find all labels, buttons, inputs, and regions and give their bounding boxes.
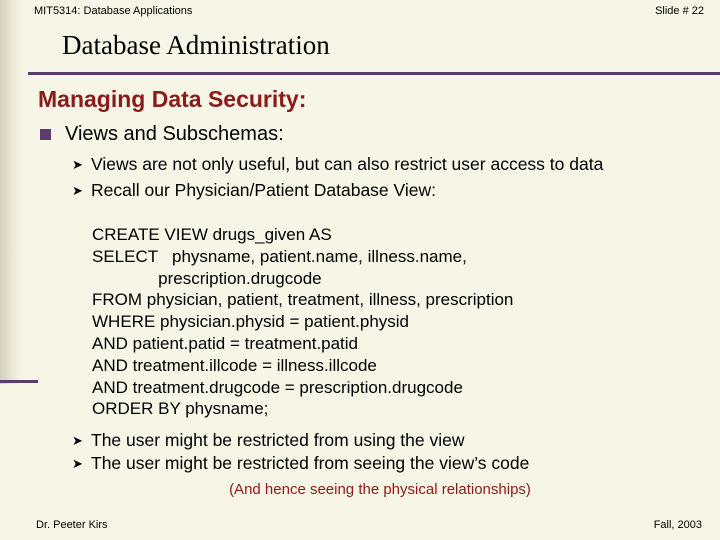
arrow-bullet-icon: ➤ — [72, 432, 83, 448]
slide-title: Database Administration — [62, 30, 330, 60]
bullet-item — [72, 154, 603, 175]
left-rule — [0, 380, 38, 383]
title-rule — [28, 72, 720, 75]
bullet-text: The user might be restricted from seeing the view’s code — [91, 453, 530, 473]
bullet-item — [72, 180, 436, 201]
bullet-text: Recall our Physician/Patient Database View: — [91, 180, 437, 200]
footer-term: Fall, 2003 — [653, 519, 702, 531]
bullet-text: The user might be restricted from using the view — [91, 430, 465, 450]
course-header: MIT5314: Database Applications — [34, 5, 193, 17]
arrow-bullet-icon: ➤ — [72, 182, 83, 198]
code-line: SELECT physname, patient.name, illness.name, — [92, 246, 467, 266]
code-line: prescription.drugcode — [92, 268, 322, 288]
bullet-views-subschemas — [40, 123, 284, 146]
arrow-bullet-icon: ➤ — [72, 455, 83, 471]
code-line: ORDER BY physname; — [92, 399, 269, 419]
code-line: CREATE VIEW drugs_given AS — [92, 225, 332, 244]
bullet-item — [72, 453, 529, 474]
note-text: (And hence seeing the physical relationships) — [229, 481, 531, 498]
arrow-bullet-icon: ➤ — [72, 156, 83, 172]
bullet-text: Views are not only useful, but can also restrict user access to data — [91, 154, 604, 174]
code-line: WHERE physician.physid = patient.physid — [92, 312, 410, 332]
sql-code-block — [92, 224, 513, 420]
footer-author: Dr. Peeter Kirs — [36, 519, 108, 531]
square-bullet-icon — [40, 129, 51, 140]
slide-number: Slide # 22 — [655, 5, 704, 17]
bullet-item — [72, 430, 465, 451]
code-line: AND treatment.illcode = illness.illcode — [92, 355, 377, 375]
left-decor-bar — [0, 0, 22, 384]
code-line: FROM physician, patient, treatment, illness, prescription — [92, 290, 514, 310]
code-line: AND treatment.drugcode = prescription.drugcode — [92, 377, 463, 397]
code-line: AND patient.patid = treatment.patid — [92, 333, 359, 353]
section-heading: Managing Data Security: — [38, 86, 307, 112]
bullet-text: Views and Subschemas: — [65, 123, 284, 145]
